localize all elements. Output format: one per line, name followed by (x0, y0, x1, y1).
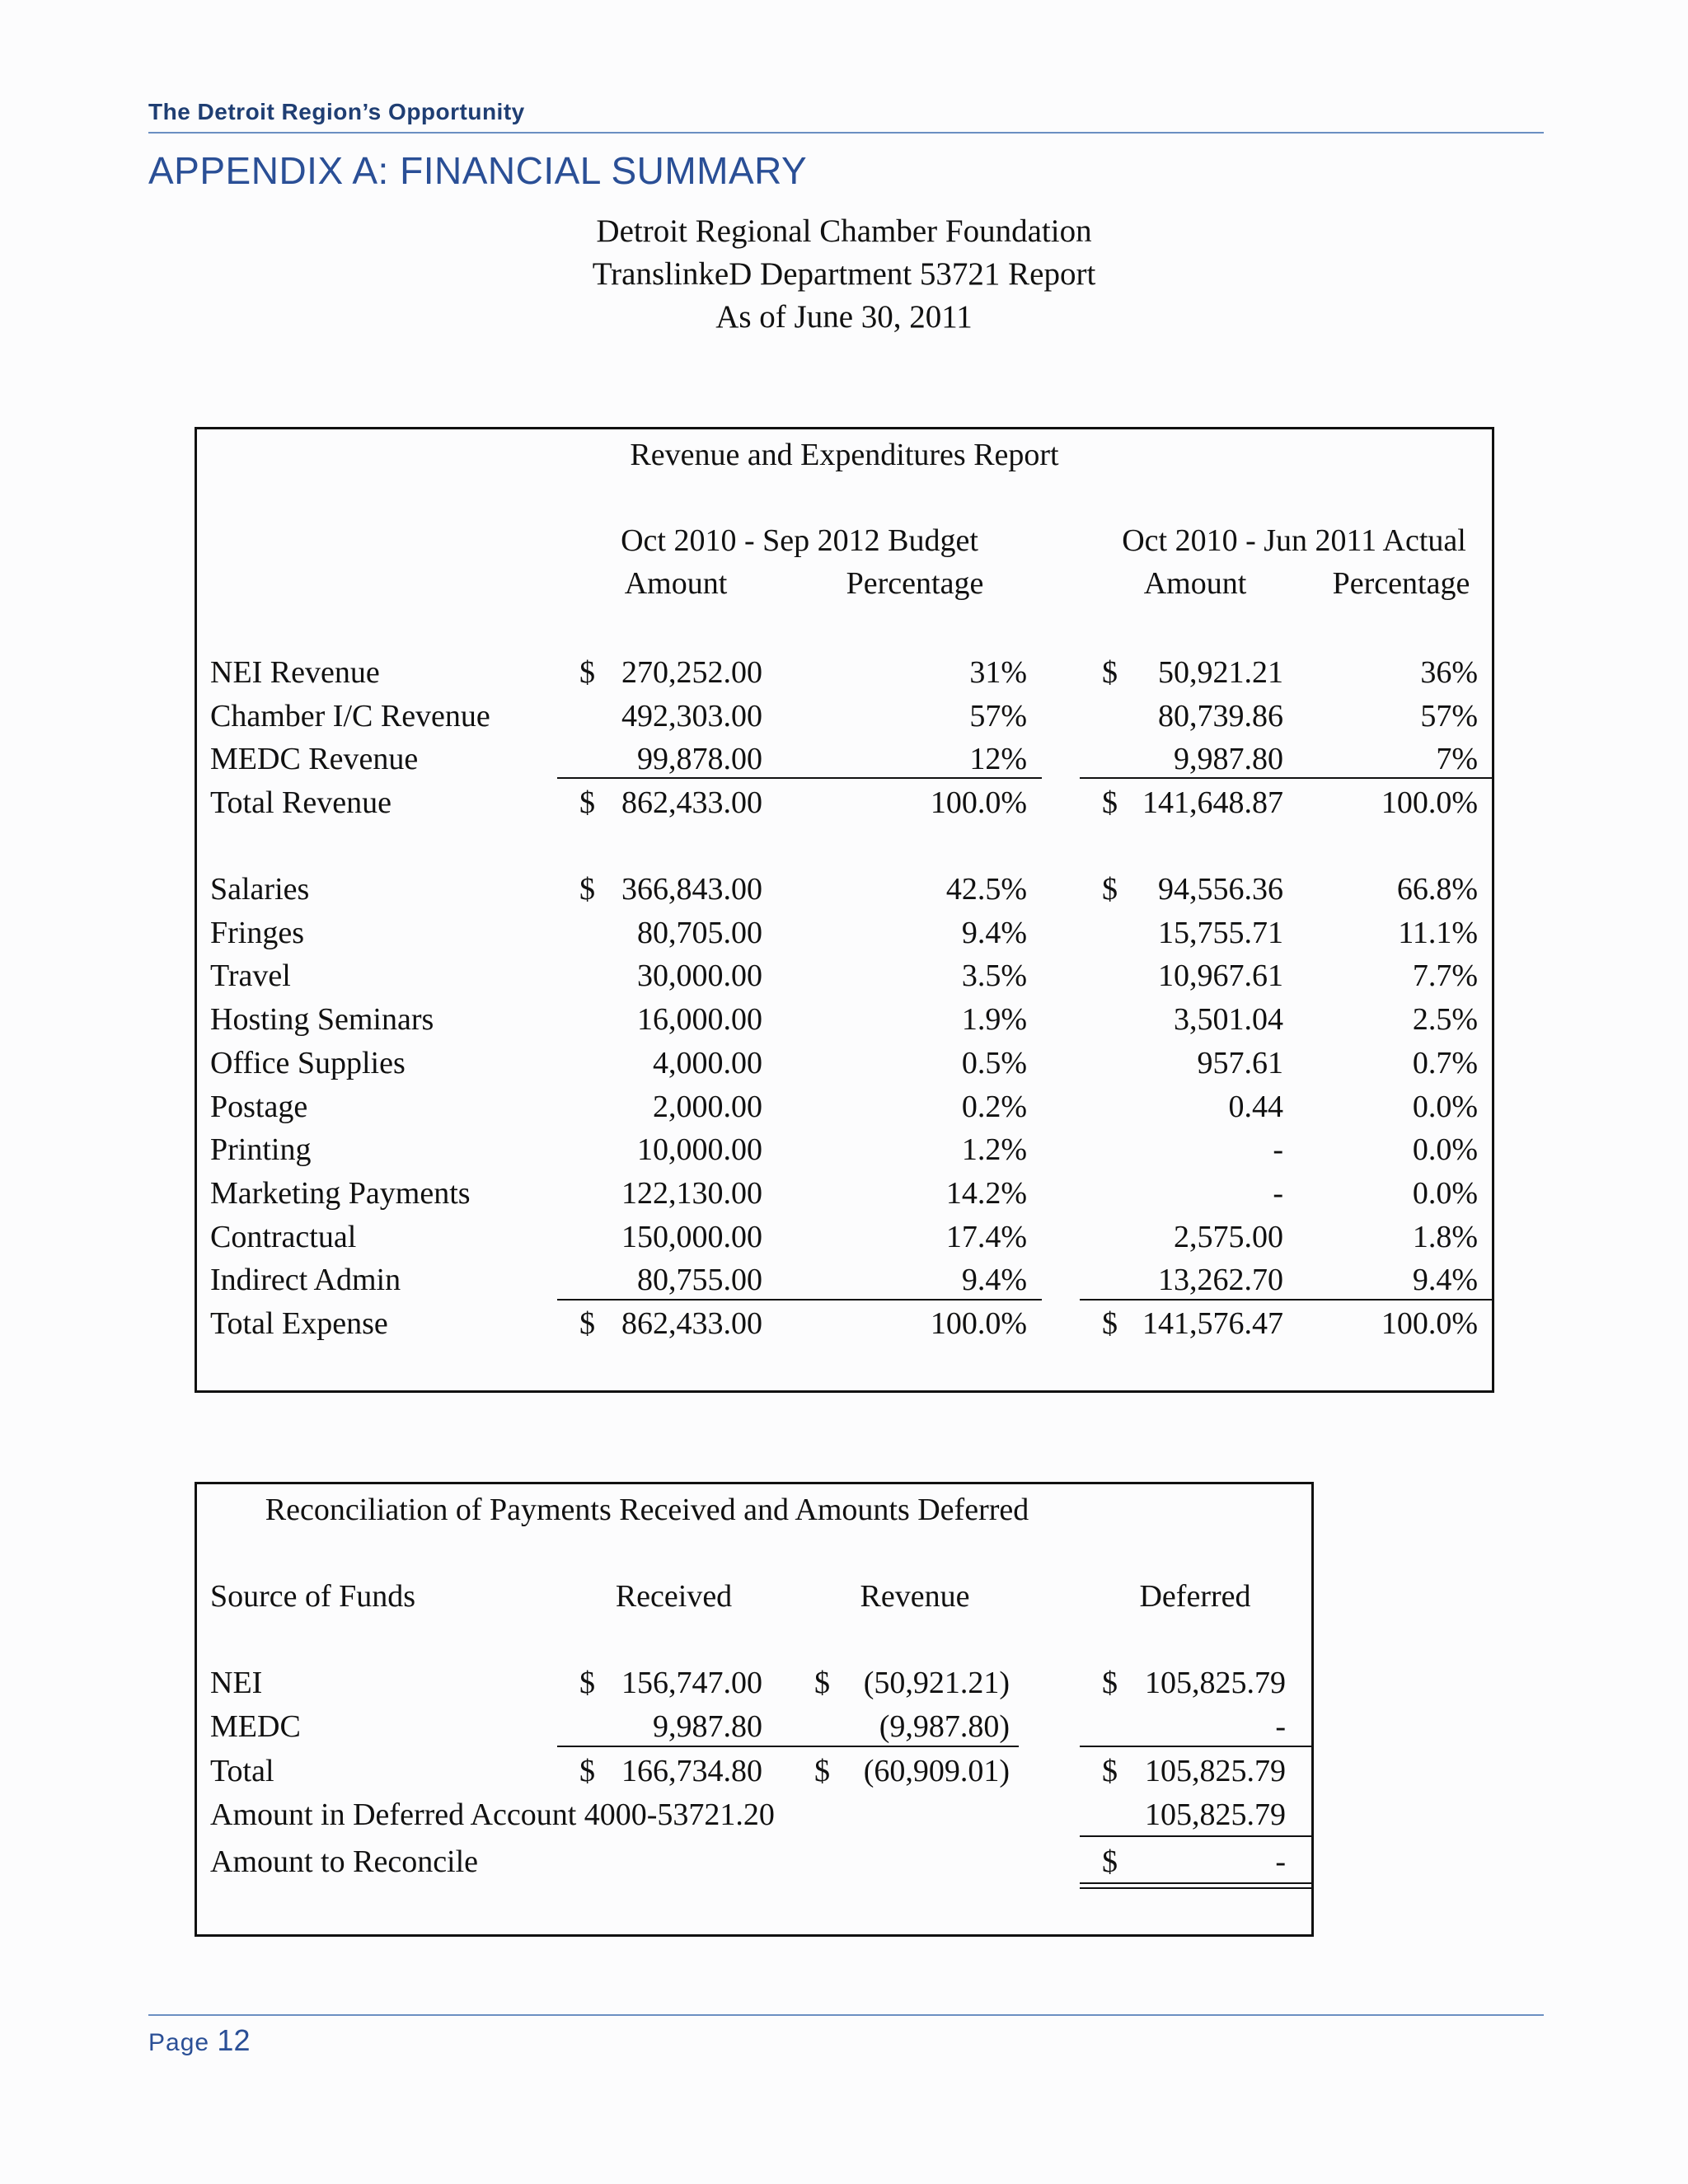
revenue-row-a-pct: 100.0% (1381, 785, 1478, 820)
expense-row-a-amt: 0.44 (1228, 1089, 1283, 1124)
report-org-title: Detroit Regional Chamber Foundation (596, 213, 1092, 249)
actual-percentage-header: Percentage (1332, 566, 1470, 601)
report-department-title: TranslinkeD Department 53721 Report (592, 256, 1096, 292)
expense-row-b-pct: 0.2% (961, 1089, 1027, 1124)
expense-row-label: Postage (210, 1089, 308, 1124)
expense-row-b-sign: $ (579, 872, 595, 907)
revenue-row-a-amt: 9,987.80 (1174, 742, 1283, 777)
expense-row-a-pct: 0.0% (1412, 1089, 1478, 1124)
deferred-header: Deferred (1139, 1579, 1251, 1614)
footer-rule (148, 2014, 1544, 2016)
expense-row-b-amt: 80,705.00 (637, 915, 762, 950)
expense-row-b-amt: 150,000.00 (621, 1219, 762, 1254)
expense-row-a-pct: 11.1% (1398, 915, 1478, 950)
expense-row-a-amt: 10,967.61 (1158, 958, 1283, 994)
recon-row-rev: (9,987.80) (879, 1709, 1010, 1744)
expense-row-b-amt: 80,755.00 (637, 1263, 762, 1298)
revenue-expenditures-title: Revenue and Expenditures Report (630, 438, 1059, 472)
expense-row-a-amt: 957.61 (1197, 1045, 1283, 1080)
running-header-title: The Detroit Region’s Opportunity (148, 99, 525, 124)
revenue-row-a-pct: 36% (1420, 655, 1478, 690)
revenue-row-a-pct: 7% (1436, 742, 1478, 777)
expense-row-a-amt: 2,575.00 (1174, 1219, 1283, 1254)
expense-row-label: Total Expense (210, 1306, 388, 1341)
expense-row-label: Indirect Admin (210, 1263, 401, 1298)
revenue-row-a-amt: 80,739.86 (1158, 698, 1283, 733)
revenue-row-b-sign: $ (579, 785, 595, 820)
revenue-row-b-amt: 99,878.00 (637, 742, 762, 777)
expense-row-b-amt: 30,000.00 (637, 958, 762, 994)
expense-row-a-pct: 2.5% (1412, 1002, 1478, 1038)
expense-row-a-sign: $ (1102, 1306, 1118, 1341)
expense-row-label: Hosting Seminars (210, 1002, 434, 1038)
revenue-row-a-amt: 50,921.21 (1158, 655, 1283, 690)
expense-row-b-amt: 2,000.00 (653, 1089, 762, 1124)
actual-column-header: Oct 2010 - Jun 2011 Actual (1122, 523, 1466, 558)
expense-row-a-pct: 100.0% (1381, 1306, 1478, 1341)
recon-row-rev-sign: $ (814, 1666, 830, 1700)
revenue-row-a-sign: $ (1102, 655, 1118, 690)
expense-row-b-pct: 9.4% (961, 1263, 1027, 1298)
page-number: 12 (217, 2023, 251, 2057)
recon-deferred-underline (1080, 1746, 1314, 1747)
revenue-header: Revenue (860, 1579, 970, 1614)
header-rule (148, 132, 1544, 134)
recon-row-rec-sign: $ (579, 1754, 595, 1788)
expense-row-a-sign: $ (1102, 872, 1118, 907)
revenue-row-b-amt: 492,303.00 (621, 698, 762, 733)
expense-row-b-pct: 1.9% (961, 1002, 1027, 1038)
expense-row-b-pct: 3.5% (961, 958, 1027, 994)
expense-row-b-pct: 42.5% (945, 872, 1027, 907)
deferred-account-underline (1080, 1835, 1314, 1837)
expense-actual-underline (1080, 1299, 1494, 1301)
recon-row-rev: (50,921.21) (863, 1666, 1010, 1700)
revenue-row-b-amt: 270,252.00 (621, 655, 762, 690)
expense-row-b-pct: 0.5% (961, 1045, 1027, 1080)
expense-row-a-pct: 0.0% (1412, 1175, 1478, 1211)
expense-row-a-amt: 94,556.36 (1158, 872, 1283, 907)
reconcile-double-underline-1 (1080, 1882, 1314, 1884)
expense-row-label: Contractual (210, 1219, 357, 1254)
expense-row-label: Office Supplies (210, 1045, 406, 1080)
expense-row-a-pct: 0.7% (1412, 1045, 1478, 1080)
expense-row-a-amt: 15,755.71 (1158, 915, 1283, 950)
expense-row-label: Marketing Payments (210, 1175, 471, 1211)
expense-row-a-pct: 9.4% (1412, 1263, 1478, 1298)
received-header: Received (615, 1579, 733, 1614)
recon-row-rec-sign: $ (579, 1666, 595, 1700)
revenue-row-b-sign: $ (579, 655, 595, 690)
expense-row-label: Salaries (210, 872, 310, 907)
report-date: As of June 30, 2011 (715, 299, 973, 335)
expense-row-a-pct: 1.8% (1412, 1219, 1478, 1254)
expense-row-a-amt: - (1273, 1132, 1283, 1168)
expense-row-a-amt: 13,262.70 (1158, 1263, 1283, 1298)
deferred-account-label: Amount in Deferred Account 4000-53721.20 (210, 1797, 775, 1832)
recon-row-def: - (1275, 1709, 1286, 1744)
expense-row-a-amt: 141,576.47 (1142, 1306, 1283, 1341)
recon-row-rev: (60,909.01) (863, 1754, 1010, 1788)
expense-row-a-pct: 0.0% (1412, 1132, 1478, 1168)
amount-to-reconcile-currency: $ (1102, 1844, 1118, 1879)
recon-received-revenue-underline (557, 1746, 1019, 1747)
recon-row-rec: 166,734.80 (621, 1754, 762, 1788)
recon-row-def: 105,825.79 (1145, 1666, 1286, 1700)
recon-row-def-sign: $ (1102, 1754, 1118, 1788)
section-title: APPENDIX A: FINANCIAL SUMMARY (148, 149, 808, 192)
recon-row-label: NEI (210, 1666, 263, 1700)
revenue-row-a-pct: 57% (1420, 698, 1478, 733)
expense-row-b-pct: 1.2% (961, 1132, 1027, 1168)
revenue-actual-underline (1080, 777, 1494, 779)
amount-to-reconcile-value: - (1275, 1844, 1286, 1879)
recon-row-def: 105,825.79 (1145, 1754, 1286, 1788)
deferred-account-value: 105,825.79 (1145, 1797, 1286, 1832)
revenue-budget-underline (557, 777, 1042, 779)
recon-row-rec: 9,987.80 (653, 1709, 762, 1744)
revenue-row-a-amt: 141,648.87 (1142, 785, 1283, 820)
expense-row-b-pct: 9.4% (961, 915, 1027, 950)
expense-row-b-amt: 4,000.00 (653, 1045, 762, 1080)
expense-row-a-amt: 3,501.04 (1174, 1002, 1283, 1038)
budget-amount-header: Amount (624, 566, 728, 601)
revenue-row-b-pct: 12% (969, 742, 1027, 777)
revenue-row-label: Total Revenue (210, 785, 392, 820)
actual-amount-header: Amount (1143, 566, 1247, 601)
reconciliation-title: Reconciliation of Payments Received and Amounts Deferred (265, 1493, 1029, 1527)
expense-row-b-amt: 862,433.00 (621, 1306, 762, 1341)
budget-column-header: Oct 2010 - Sep 2012 Budget (621, 523, 978, 558)
expense-row-b-pct: 100.0% (930, 1306, 1027, 1341)
recon-row-def-sign: $ (1102, 1666, 1118, 1700)
expense-row-b-amt: 122,130.00 (621, 1175, 762, 1211)
revenue-row-b-pct: 31% (969, 655, 1027, 690)
expense-row-label: Travel (210, 958, 291, 994)
expense-row-b-amt: 16,000.00 (637, 1002, 762, 1038)
expense-row-a-pct: 66.8% (1396, 872, 1478, 907)
reconcile-double-underline-2 (1080, 1887, 1314, 1889)
expense-row-b-pct: 14.2% (945, 1175, 1027, 1211)
page-word: Page (148, 2029, 210, 2056)
recon-row-label: Total (210, 1754, 274, 1788)
source-of-funds-header: Source of Funds (210, 1579, 416, 1614)
expense-row-a-pct: 7.7% (1412, 958, 1478, 994)
amount-to-reconcile-label: Amount to Reconcile (210, 1844, 479, 1879)
expense-row-b-amt: 10,000.00 (637, 1132, 762, 1168)
revenue-row-label: MEDC Revenue (210, 742, 419, 777)
expense-row-b-pct: 17.4% (945, 1219, 1027, 1254)
revenue-row-a-sign: $ (1102, 785, 1118, 820)
recon-row-rec: 156,747.00 (621, 1666, 762, 1700)
revenue-row-b-pct: 100.0% (930, 785, 1027, 820)
expense-row-label: Printing (210, 1132, 312, 1168)
page-footer (148, 2023, 250, 2058)
revenue-row-b-amt: 862,433.00 (621, 785, 762, 820)
revenue-row-label: Chamber I/C Revenue (210, 698, 490, 733)
recon-row-label: MEDC (210, 1709, 301, 1744)
recon-row-rev-sign: $ (814, 1754, 830, 1788)
expense-row-b-sign: $ (579, 1306, 595, 1341)
revenue-row-label: NEI Revenue (210, 655, 380, 690)
expense-row-a-amt: - (1273, 1175, 1283, 1211)
expense-budget-underline (557, 1299, 1042, 1301)
revenue-row-b-pct: 57% (969, 698, 1027, 733)
expense-row-b-amt: 366,843.00 (621, 872, 762, 907)
budget-percentage-header: Percentage (846, 566, 984, 601)
expense-row-label: Fringes (210, 915, 304, 950)
